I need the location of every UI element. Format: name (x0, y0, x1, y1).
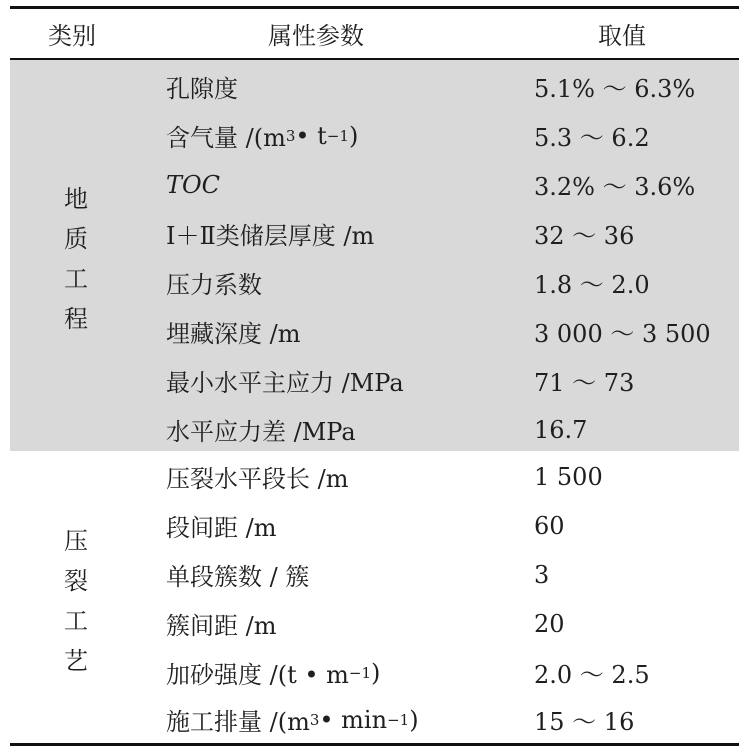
group-label-char: 工 (64, 265, 88, 293)
table-row (10, 405, 739, 454)
value-cell: 3 000 ～ 3 500 (534, 320, 711, 348)
group-label-char: 工 (64, 607, 88, 635)
attr-cell: 施工排量 /(m 3 • min −1 ) (166, 705, 419, 736)
value-cell: 32 ～ 36 (534, 222, 635, 250)
header-value: 取值 (598, 22, 646, 50)
table-row (10, 62, 739, 111)
value-cell: 1 500 (534, 462, 603, 491)
group-label-char: 质 (64, 225, 88, 253)
parameter-table (10, 6, 739, 748)
attr-cell: 压力系数 (166, 271, 262, 299)
value-cell: 2.0 ～ 2.5 (534, 661, 650, 689)
value-cell: 3 (534, 560, 550, 589)
table-row (10, 550, 739, 599)
attr-cell: 加砂强度 /(t • m −1 ) (166, 658, 381, 689)
table-row (10, 160, 739, 209)
value-cell: 1.8 ～ 2.0 (534, 271, 650, 299)
table-row (10, 111, 739, 160)
header-rule (10, 58, 739, 60)
group-label-char: 地 (64, 185, 88, 213)
group-label-char: 压 (64, 527, 88, 555)
table-row (10, 209, 739, 258)
value-cell: 5.3 ～ 6.2 (534, 124, 650, 152)
table-row (10, 695, 739, 744)
value-cell: 15 ～ 16 (534, 708, 635, 736)
value-cell: 71 ～ 73 (534, 369, 635, 397)
attr-cell: 压裂水平段长 /m (166, 465, 349, 493)
attr-cell: 埋藏深度 /m (166, 320, 301, 348)
value-cell: 16.7 (534, 415, 588, 444)
attr-cell: 簇间距 /m (166, 612, 277, 640)
attr-cell: 最小水平主应力 /MPa (166, 369, 404, 397)
attr-cell: 含气量 /(m 3 • t −1 ) (166, 121, 359, 152)
attr-cell: TOC (166, 170, 221, 199)
value-cell: 20 (534, 609, 565, 638)
bottom-rule (10, 743, 739, 746)
group-label-char: 程 (64, 305, 88, 333)
value-cell: 60 (534, 511, 565, 540)
group-label-char: 裂 (64, 567, 88, 595)
table-row (10, 452, 739, 501)
group-label-char: 艺 (64, 647, 88, 675)
table-row (10, 501, 739, 550)
attr-cell: 单段簇数 / 簇 (166, 563, 310, 591)
attr-cell: 水平应力差 /MPa (166, 418, 356, 446)
table-row (10, 258, 739, 307)
header-attribute: 属性参数 (268, 22, 364, 50)
attr-cell: Ⅰ＋Ⅱ类储层厚度 /m (166, 222, 375, 250)
attr-cell: 孔隙度 (166, 75, 238, 103)
header-category: 类别 (48, 22, 96, 50)
table-row (10, 648, 739, 697)
table-row (10, 356, 739, 405)
value-cell: 5.1% ～ 6.3% (534, 75, 696, 103)
attr-cell: 段间距 /m (166, 514, 277, 542)
table-row (10, 307, 739, 356)
table-row (10, 599, 739, 648)
value-cell: 3.2% ～ 3.6% (534, 173, 696, 201)
